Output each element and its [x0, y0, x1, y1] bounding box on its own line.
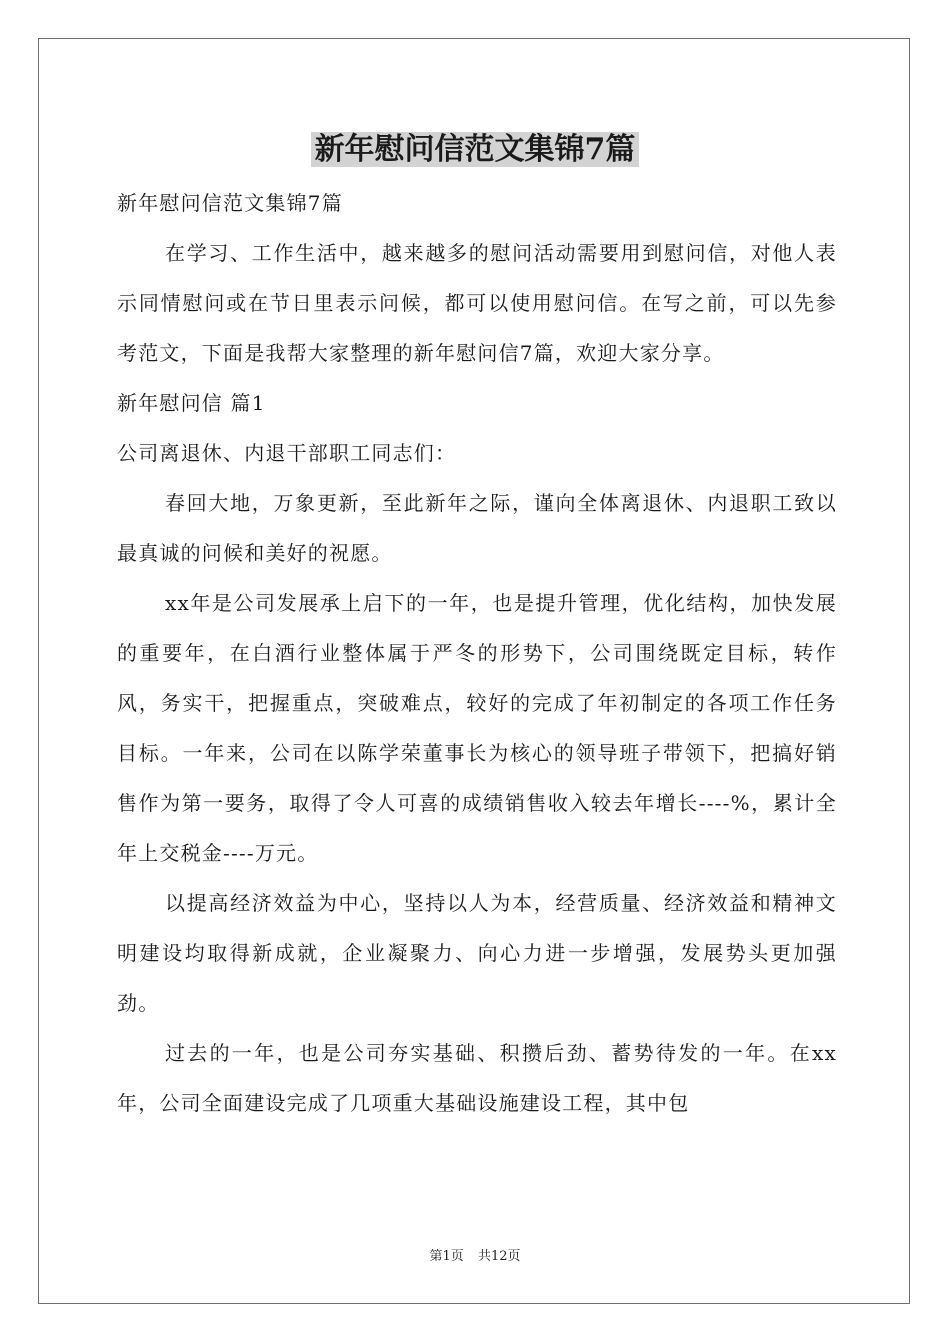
paragraph-achievements: 以提高经济效益为中心，坚持以人为本，经营质量、经济效益和精神文明建设均取得新成就，企业凝聚力、向心力进一步增强，发展势头更加强劲。 — [117, 891, 837, 1015]
paragraph-review: xx年是公司发展承上启下的一年，也是提升管理，优化结构，加快发展的重要年，在白酒行业整体属于严冬的形势下，公司围绕既定目标，转作风，务实干，把握重点，突破难点，较好的完成了年初制定的各项工作任务目标。一年来，公司在以陈学荣董事长为核心的领导班子带领下，把搞好销售作为第一要务，取得了令人可喜的成绩销售收入较去年增长----%，累计全年上交税金----万元。 — [117, 591, 837, 865]
paragraph-subtitle: 新年慰问信范文集锦7篇 — [117, 191, 343, 215]
document-title — [0, 128, 950, 172]
document-body — [117, 178, 837, 1128]
section-heading: 新年慰问信 篇1 — [117, 391, 266, 415]
page-number-total: 共12页 — [477, 1249, 521, 1264]
salutation: 公司离退休、内退干部职工同志们： — [117, 441, 457, 465]
paragraph-greeting: 春回大地，万象更新，至此新年之际，谨向全体离退休、内退职工致以最真诚的问候和美好的祝愿。 — [117, 491, 837, 565]
page-number-current: 第1页 — [429, 1249, 464, 1264]
paragraph-intro: 在学习、工作生活中，越来越多的慰问活动需要用到慰问信，对他人表示同情慰问或在节日里表示问候，都可以使用慰问信。在写之前，可以先参考范文，下面是我帮大家整理的新年慰问信7篇，欢迎大家分享。 — [117, 241, 837, 365]
paragraph-infrastructure: 过去的一年，也是公司夯实基础、积攒后劲、蓄势待发的一年。在xx年，公司全面建设完成了几项重大基础设施建设工程，其中包 — [117, 1041, 837, 1115]
document-title-text: 新年慰问信范文集锦7篇 — [311, 132, 640, 167]
page-footer — [0, 1247, 950, 1267]
